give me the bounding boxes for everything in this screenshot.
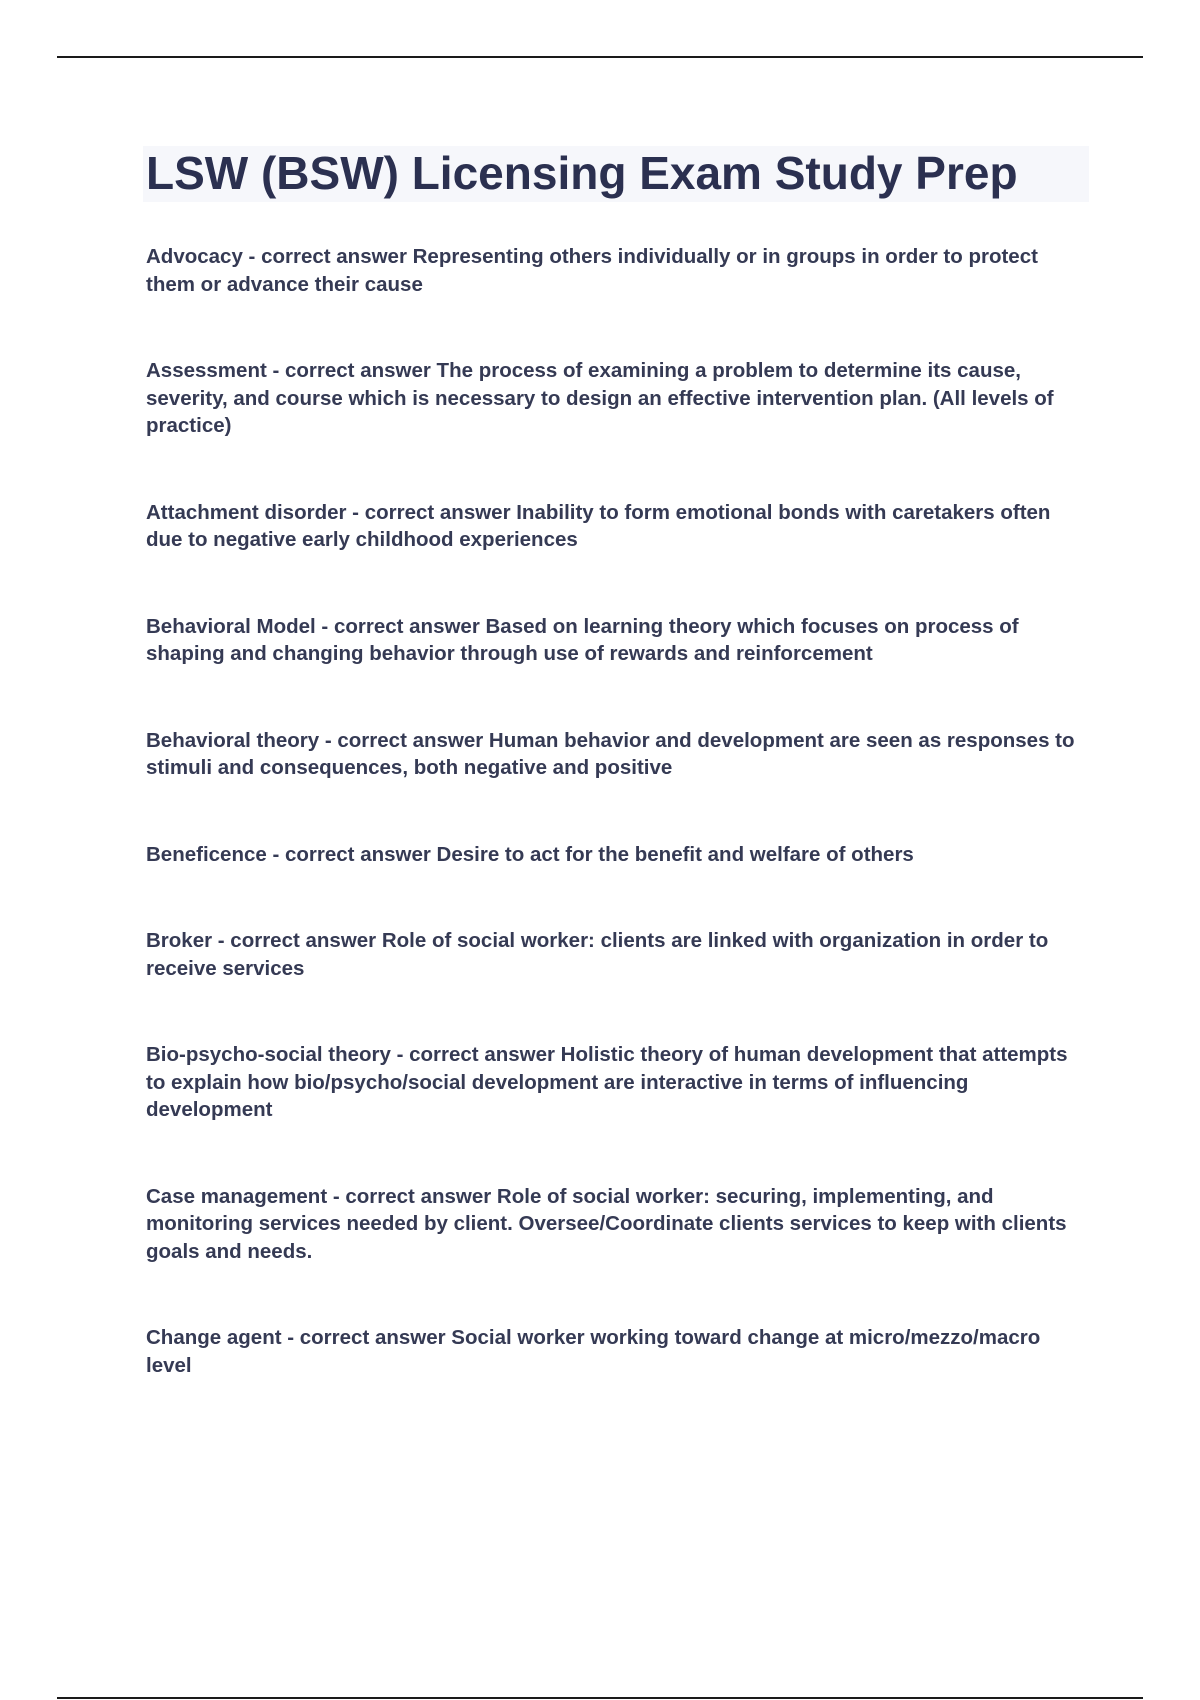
flashcard-entry-advocacy: Advocacy - correct answer Representing others individually or in groups in order to protect them or advance their cause xyxy=(146,245,1038,296)
top-rule xyxy=(57,56,1143,58)
document-title: LSW (BSW) Licensing Exam Study Prep xyxy=(146,147,1018,199)
flashcard-entry-assessment: Assessment - correct answer The process of examining a problem to determine its cause, severity, and course which is necessary to design an effective intervention plan. (All levels of practice) xyxy=(146,359,1054,437)
flashcard-entry-beneficence: Beneficence - correct answer Desire to act for the benefit and welfare of others xyxy=(146,842,914,866)
flashcard-entry-behavioral-theory: Behavioral theory - correct answer Human behavior and development are seen as responses to stimuli and consequences, both negative and positive xyxy=(146,728,1075,779)
flashcard-list xyxy=(146,243,1076,1438)
flashcard-entry-bio-psycho-social-theory: Bio-psycho-social theory - correct answer Holistic theory of human development that attempts to explain how bio/psycho/social development are interactive in terms of influencing development xyxy=(146,1043,1068,1121)
flashcard-entry-case-management: Case management - correct answer Role of social worker: securing, implementing, and monitoring services needed by client. Oversee/Coordinate clients services to keep with clients goals and needs. xyxy=(146,1184,1067,1263)
bottom-rule xyxy=(57,1697,1143,1699)
flashcard-entry-attachment-disorder: Attachment disorder - correct answer Inability to form emotional bonds with caretakers often due to negative early childhood experiences xyxy=(146,500,1051,551)
flashcard-entry-broker: Broker - correct answer Role of social worker: clients are linked with organization in order to receive services xyxy=(146,929,1049,980)
flashcard-entry-behavioral-model: Behavioral Model - correct answer Based on learning theory which focuses on process of shaping and changing behavior through use of rewards and reinforcement xyxy=(146,614,1019,665)
flashcard-entry-change-agent: Change agent - correct answer Social worker working toward change at micro/mezzo/macro level xyxy=(146,1326,1041,1377)
